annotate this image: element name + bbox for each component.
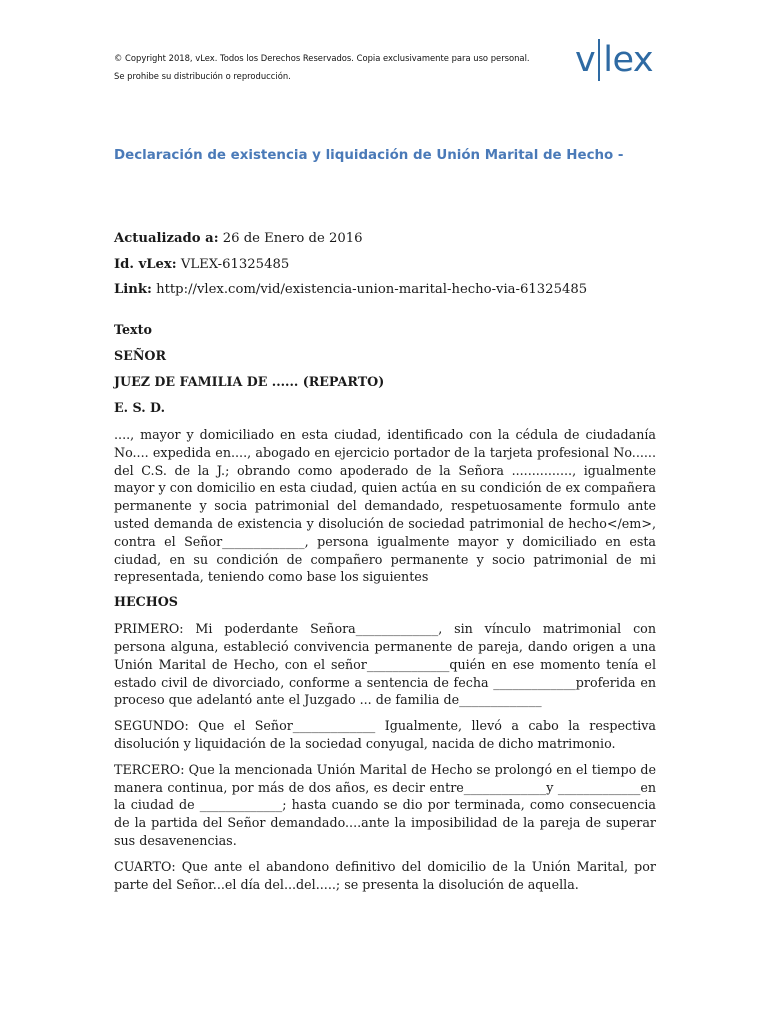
hecho-segundo: SEGUNDO: Que el Señor_____________ Igualmente, llevó a cabo la respectiva disolución y liquidación de la sociedad conyugal, nacida de dicho matrimonio. (114, 718, 656, 751)
document-meta (114, 226, 587, 303)
heading-texto: Texto (114, 322, 152, 337)
meta-id-label: Id. vLex: (114, 256, 177, 272)
logo-text-right: lex (603, 40, 654, 80)
intro-paragraph: ...., mayor y domiciliado en esta ciudad, identificado con la cédula de ciudadanía No.... expedida en...., abogado en ejercicio portador de la tarjeta profesional No...... del C.S. de la J.; obrando como apoderado de la Señora ..............., igualmente mayor y con domicilio en esta ciudad, quien actúa en su condición de ex compañera permanente y socia patrimonial del demandado, respetuosamente formulo ante usted demanda de existencia y disolución de sociedad patrimonial de hecho</em>, contra el Señor_____________, persona igualmente mayor y domiciliado en esta ciudad, en su condición de compañero permanente y socio patrimonial de mi representada, teniendo como base los siguientes (114, 427, 656, 585)
meta-id-value: VLEX-61325485 (180, 256, 290, 272)
hecho-primero: PRIMERO: Mi poderdante Señora_____________, sin vínculo matrimonial con persona alguna, estableció convivencia permanente de pareja, dando origen a una Unión Marital de Hecho, con el señor_____________quién en ese momento tenía el estado civil de divorciado, conforme a sentencia de fecha _____________proferida en proceso que adelantó ante el Juzgado ... de familia de_____________ (114, 621, 656, 708)
meta-link-value[interactable]: http://vlex.com/vid/existencia-union-marital-hecho-via-61325485 (156, 282, 588, 297)
heading-esd: E. S. D. (114, 400, 166, 415)
vlex-logo (575, 36, 653, 84)
document-title: Declaración de existencia y liquidación de Unión Marital de Hecho - (114, 148, 624, 163)
document-body (114, 322, 656, 901)
logo-text-left: v (575, 40, 596, 80)
hecho-tercero: TERCERO: Que la mencionada Unión Marital de Hecho se prolongó en el tiempo de manera continua, por más de dos años, es decir entre_____________y _____________en la ciudad de _____________; hasta cuando se dio por terminada, como consecuencia de la partida del Señor demandado....ante la imposibilidad de la pareja de superar sus desavenencias. (114, 761, 656, 848)
meta-link (114, 277, 587, 303)
copyright-notice (114, 50, 574, 85)
meta-updated-value: 26 de Enero de 2016 (222, 231, 363, 246)
copyright-line-1: © Copyright 2018, vLex. Todos los Derechos Reservados. Copia exclusivamente para uso personal. (114, 53, 530, 63)
meta-link-label: Link: (114, 282, 152, 297)
copyright-line-2: Se prohibe su distribución o reproducción. (114, 70, 291, 81)
heading-hechos: HECHOS (114, 594, 178, 610)
meta-updated-label: Actualizado a: (114, 231, 219, 246)
heading-juez: JUEZ DE FAMILIA DE ...... (REPARTO) (114, 374, 385, 389)
hecho-cuarto: CUARTO: Que ante el abandono definitivo del domicilio de la Unión Marital, por parte del Señor...el día del...del.....; se presenta la disolución de aquella. (114, 858, 656, 892)
meta-id (114, 252, 587, 278)
heading-senor: SEÑOR (114, 348, 167, 363)
meta-updated (114, 226, 587, 252)
logo-divider (598, 39, 600, 81)
